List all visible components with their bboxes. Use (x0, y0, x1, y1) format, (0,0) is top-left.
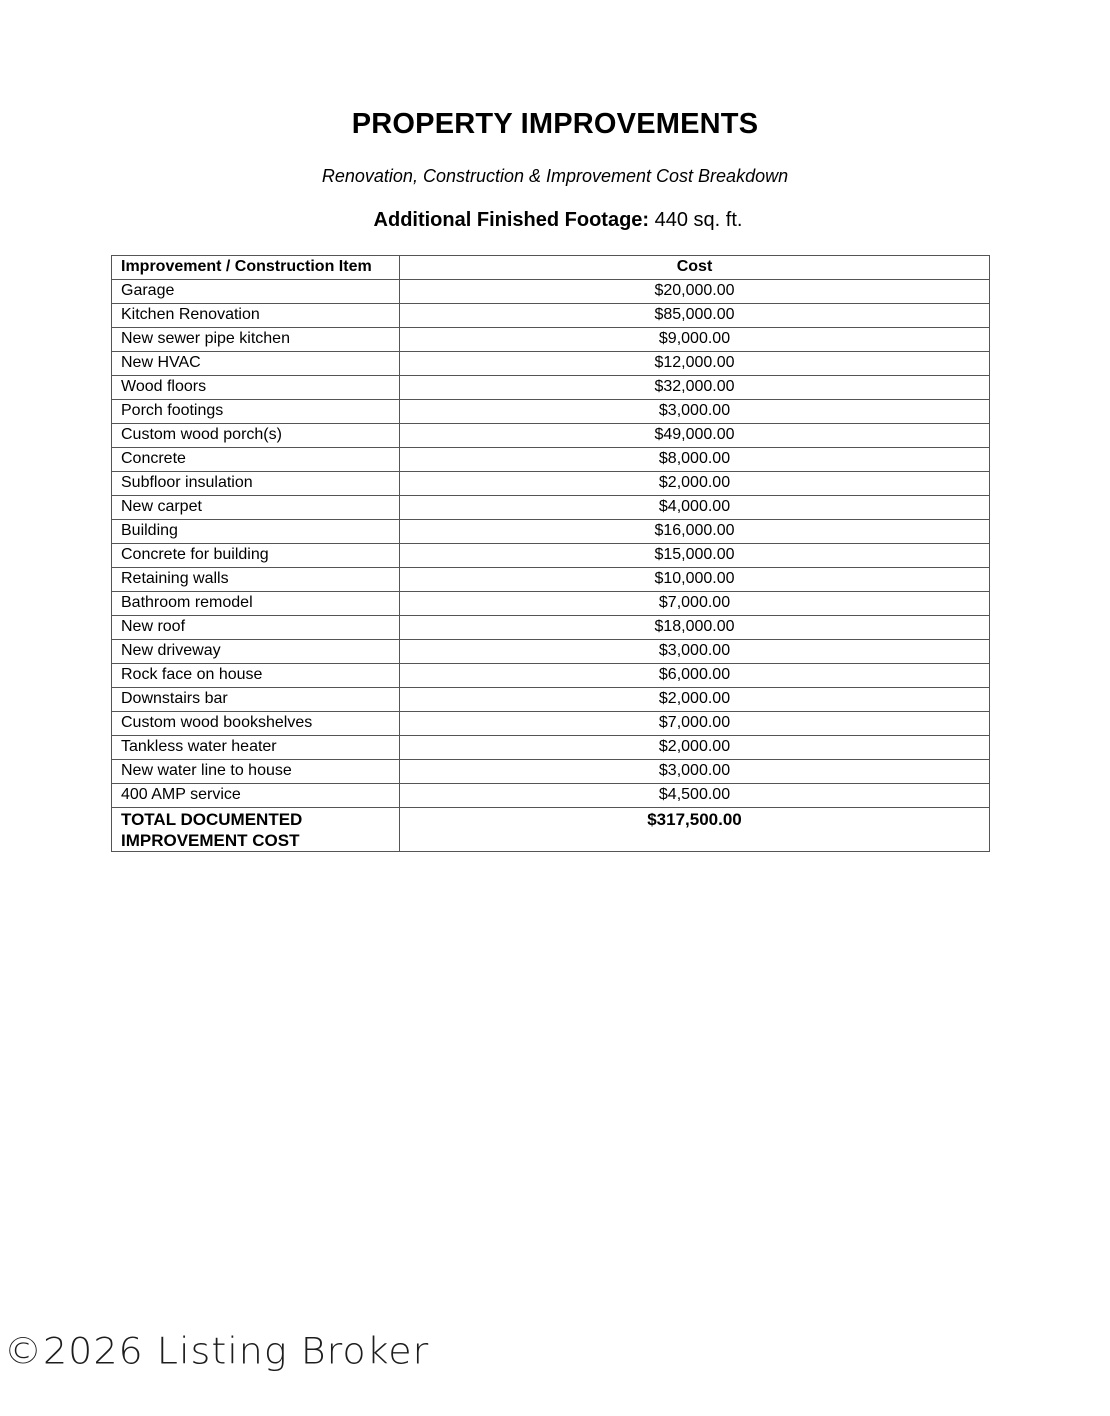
table-row (112, 616, 990, 640)
cost-cell: $7,000.00 (400, 712, 990, 736)
item-cell: Downstairs bar (112, 688, 400, 712)
item-cell: New carpet (112, 496, 400, 520)
table-row (112, 592, 990, 616)
table-row (112, 520, 990, 544)
table-row (112, 760, 990, 784)
cost-cell: $15,000.00 (400, 544, 990, 568)
cost-cell: $10,000.00 (400, 568, 990, 592)
column-header-item: Improvement / Construction Item (112, 256, 400, 280)
item-cell: New sewer pipe kitchen (112, 328, 400, 352)
item-cell: New water line to house (112, 760, 400, 784)
total-row (112, 808, 990, 852)
item-cell: Subfloor insulation (112, 472, 400, 496)
item-cell: Wood floors (112, 376, 400, 400)
column-header-cost: Cost (400, 256, 990, 280)
item-cell: Rock face on house (112, 664, 400, 688)
cost-cell: $2,000.00 (400, 688, 990, 712)
total-cost: $317,500.00 (400, 808, 990, 852)
cost-cell: $7,000.00 (400, 592, 990, 616)
item-cell: Custom wood porch(s) (112, 424, 400, 448)
item-cell: Bathroom remodel (112, 592, 400, 616)
copyright-watermark: ©2026 Listing Broker (4, 1330, 430, 1372)
item-cell: New HVAC (112, 352, 400, 376)
item-cell: Kitchen Renovation (112, 304, 400, 328)
item-cell: New driveway (112, 640, 400, 664)
table-header-row (112, 256, 990, 280)
finished-footage-line (0, 209, 1110, 232)
page-title: PROPERTY IMPROVEMENTS (351, 108, 759, 140)
footage-label: Additional Finished Footage: (373, 209, 650, 231)
table-row (112, 328, 990, 352)
cost-cell: $18,000.00 (400, 616, 990, 640)
cost-cell: $4,000.00 (400, 496, 990, 520)
table-row (112, 712, 990, 736)
table-row (112, 280, 990, 304)
table-row (112, 568, 990, 592)
cost-cell: $12,000.00 (400, 352, 990, 376)
table-row (112, 664, 990, 688)
cost-cell: $4,500.00 (400, 784, 990, 808)
cost-cell: $2,000.00 (400, 736, 990, 760)
total-label: TOTAL DOCUMENTED IMPROVEMENT COST (112, 808, 400, 852)
item-cell: Porch footings (112, 400, 400, 424)
table-row (112, 448, 990, 472)
cost-cell: $85,000.00 (400, 304, 990, 328)
table-row (112, 400, 990, 424)
cost-cell: $6,000.00 (400, 664, 990, 688)
table-row (112, 784, 990, 808)
page-subtitle: Renovation, Construction & Improvement Cost Breakdown (321, 166, 789, 186)
item-cell: 400 AMP service (112, 784, 400, 808)
table-row (112, 352, 990, 376)
table-row (112, 688, 990, 712)
cost-cell: $16,000.00 (400, 520, 990, 544)
item-cell: Tankless water heater (112, 736, 400, 760)
item-cell: New roof (112, 616, 400, 640)
cost-cell: $8,000.00 (400, 448, 990, 472)
table-row (112, 496, 990, 520)
cost-cell: $3,000.00 (400, 400, 990, 424)
cost-cell: $20,000.00 (400, 280, 990, 304)
item-cell: Concrete for building (112, 544, 400, 568)
cost-cell: $3,000.00 (400, 760, 990, 784)
table-row (112, 640, 990, 664)
item-cell: Concrete (112, 448, 400, 472)
item-cell: Retaining walls (112, 568, 400, 592)
table-row (112, 304, 990, 328)
cost-cell: $3,000.00 (400, 640, 990, 664)
table-row (112, 376, 990, 400)
item-cell: Garage (112, 280, 400, 304)
table-row (112, 472, 990, 496)
item-cell: Building (112, 520, 400, 544)
table-body (112, 280, 990, 808)
table-row (112, 424, 990, 448)
table-row (112, 544, 990, 568)
footage-value: 440 sq. ft. (649, 209, 743, 231)
cost-cell: $32,000.00 (400, 376, 990, 400)
cost-cell: $9,000.00 (400, 328, 990, 352)
cost-cell: $2,000.00 (400, 472, 990, 496)
table-row (112, 736, 990, 760)
cost-cell: $49,000.00 (400, 424, 990, 448)
item-cell: Custom wood bookshelves (112, 712, 400, 736)
improvement-cost-table (111, 255, 990, 852)
